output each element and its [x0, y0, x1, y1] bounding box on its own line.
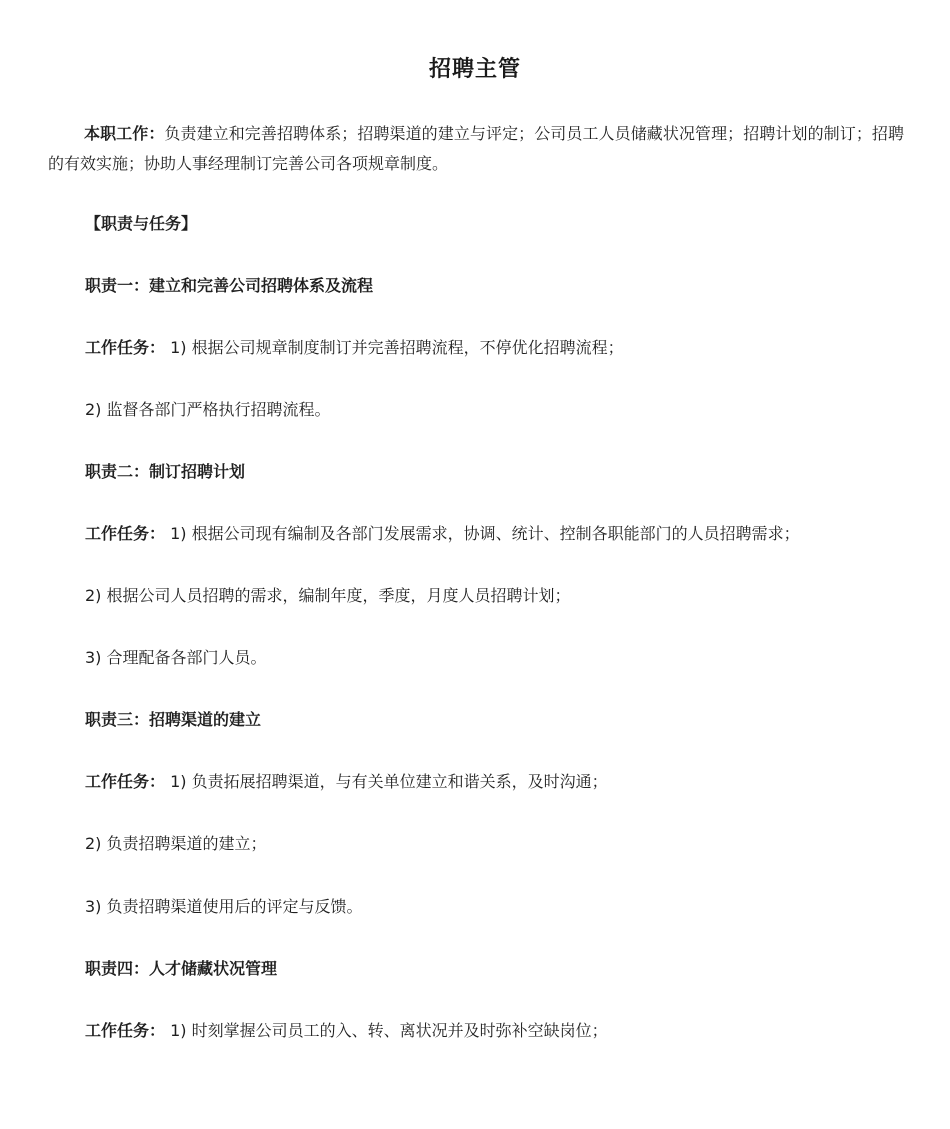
task-text: 1) 时刻掌握公司员工的入、转、离状况并及时弥补空缺岗位； [170, 1021, 608, 1040]
section-header: 【职责与任务】 [85, 214, 198, 233]
task-text: 1) 负责拓展招聘渠道，与有关单位建立和谐关系，及时沟通； [170, 772, 608, 791]
duty-heading [85, 957, 277, 981]
intro-text: 负责建立和完善招聘体系；招聘渠道的建立与评定；公司员工人员储藏状况管理；招聘计划的制订；招聘的有效实施；协助人事经理制订完善公司各项规章制度。 [48, 124, 904, 173]
task-line [85, 770, 608, 794]
document-title: 招聘主管 [428, 57, 521, 82]
task-text: 3) 负责招聘渠道使用后的评定与反馈。 [85, 897, 363, 916]
task-text: 1) 根据公司现有编制及各部门发展需求，协调、统计、控制各职能部门的人员招聘需求； [170, 524, 800, 543]
duty-heading-label: 职责二：制订招聘计划 [85, 462, 246, 481]
task-line [85, 832, 267, 856]
task-text: 2) 根据公司人员招聘的需求，编制年度，季度，月度人员招聘计划； [85, 586, 571, 605]
task-text: 2) 监督各部门严格执行招聘流程。 [85, 400, 331, 419]
task-label: 工作任务： [85, 1021, 166, 1040]
task-text: 2) 负责招聘渠道的建立； [85, 834, 267, 853]
duty-heading-label: 职责三：招聘渠道的建立 [85, 710, 262, 729]
intro-paragraph [48, 119, 904, 179]
task-line [85, 584, 571, 608]
duty-heading [85, 708, 261, 732]
duty-heading-label: 职责四：人才储藏状况管理 [85, 959, 278, 978]
task-line [85, 522, 800, 546]
task-label: 工作任务： [85, 524, 166, 543]
duty-heading [85, 274, 373, 298]
task-line [85, 1019, 608, 1043]
task-line [85, 336, 624, 360]
task-label: 工作任务： [85, 338, 166, 357]
duty-heading-label: 职责一：建立和完善公司招聘体系及流程 [85, 276, 374, 295]
task-text: 3) 合理配备各部门人员。 [85, 648, 267, 667]
task-text: 1) 根据公司规章制度制订并完善招聘流程，不停优化招聘流程； [170, 338, 624, 357]
intro-label: 本职工作： [84, 124, 165, 143]
task-line [85, 646, 267, 670]
task-line [85, 895, 363, 919]
task-line [85, 398, 331, 422]
duty-heading [85, 460, 245, 484]
task-label: 工作任务： [85, 772, 166, 791]
